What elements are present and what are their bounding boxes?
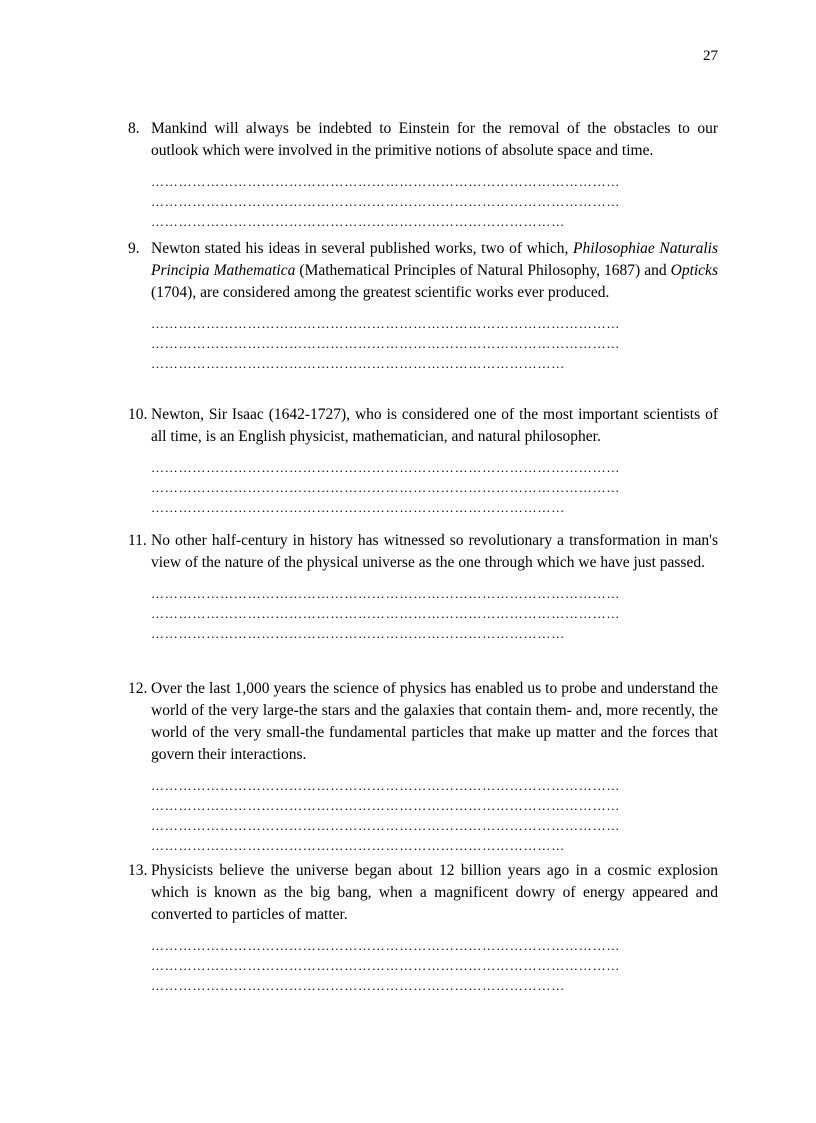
answer-line[interactable]: ………………………………………………………………………………………… xyxy=(151,174,621,189)
answer-line[interactable]: ………………………………………………………………………………………… xyxy=(151,606,621,621)
answer-line[interactable]: ………………………………………………………………………………………… xyxy=(151,480,621,495)
answer-line[interactable]: ………………………………………………………………………………………… xyxy=(151,938,621,953)
item-sentence: Mankind will always be indebted to Einstein for the removal of the obstacles to our outlook which were involved in the primitive notions of absolute space and time. xyxy=(151,120,718,159)
answer-lines xyxy=(128,314,718,374)
answer-line[interactable]: ……………………………………………………………………………… xyxy=(151,626,565,641)
answer-line[interactable]: ………………………………………………………………………………………… xyxy=(151,460,621,475)
item-number: 11. xyxy=(128,532,147,549)
answer-line[interactable]: ………………………………………………………………………………………… xyxy=(151,818,621,833)
answer-lines xyxy=(128,458,718,518)
item-sentence: Newton, Sir Isaac (1642-1727), who is considered one of the most important scientists of all time, is an English physicist, mathematician, and natural philosopher. xyxy=(151,406,718,445)
item-sentence: Over the last 1,000 years the science of physics has enabled us to probe and understand the world of the very large-the stars and the galaxies that contain them- and, more recently, the world of the very small-the fundamental particles that make up matter and the forces that govern their interactions. xyxy=(151,680,718,763)
answer-line[interactable]: ………………………………………………………………………………………… xyxy=(151,316,621,331)
answer-line[interactable]: ………………………………………………………………………………………… xyxy=(151,194,621,209)
exercise-item-11 xyxy=(128,530,718,644)
exercise-item-9 xyxy=(128,238,718,374)
item-sentence: Physicists believe the universe began about 12 billion years ago in a cosmic explosion which is known as the big bang, when a magnificent dowry of energy appeared and converted to particles of matter. xyxy=(151,862,718,923)
item-number: 8. xyxy=(128,120,140,137)
exercise-item-10 xyxy=(128,404,718,518)
answer-line[interactable]: ………………………………………………………………………………………… xyxy=(151,798,621,813)
answer-line[interactable]: ………………………………………………………………………………………… xyxy=(151,958,621,973)
answer-line[interactable]: ……………………………………………………………………………… xyxy=(151,838,565,853)
exercise-item-8 xyxy=(128,118,718,232)
item-number: 9. xyxy=(128,240,140,257)
exercise-item-12 xyxy=(128,678,718,856)
answer-line[interactable]: ……………………………………………………………………………… xyxy=(151,978,565,993)
page-number: 27 xyxy=(703,48,718,64)
exercise-item-13 xyxy=(128,860,718,996)
item-number: 13. xyxy=(128,862,148,879)
answer-lines xyxy=(128,776,718,856)
book-title: Philosophiae Naturalis Principia Mathematica xyxy=(151,240,719,279)
item-number: 12. xyxy=(128,680,148,697)
item-number: 10. xyxy=(128,406,148,423)
book-title: Opticks xyxy=(670,262,718,279)
answer-line[interactable]: ………………………………………………………………………………………… xyxy=(151,336,621,351)
item-sentence: Newton stated his ideas in several published works, two of which, Philosophiae Naturalis Principia Mathematica (Mathematical Principles of Natural Philosophy, 1687) and Opticks (1704), are considered among the greatest scientific works ever produced. xyxy=(151,240,719,301)
answer-lines xyxy=(128,172,718,232)
answer-line[interactable]: ……………………………………………………………………………… xyxy=(151,500,565,515)
item-sentence: No other half-century in history has witnessed so revolutionary a transformation in man's view of the nature of the physical universe as the one through which we have just passed. xyxy=(151,532,718,571)
answer-line[interactable]: ……………………………………………………………………………… xyxy=(151,214,565,229)
answer-lines xyxy=(128,936,718,996)
answer-line[interactable]: ……………………………………………………………………………… xyxy=(151,356,565,371)
answer-line[interactable]: ………………………………………………………………………………………… xyxy=(151,586,621,601)
answer-line[interactable]: ………………………………………………………………………………………… xyxy=(151,778,621,793)
answer-lines xyxy=(128,584,718,644)
